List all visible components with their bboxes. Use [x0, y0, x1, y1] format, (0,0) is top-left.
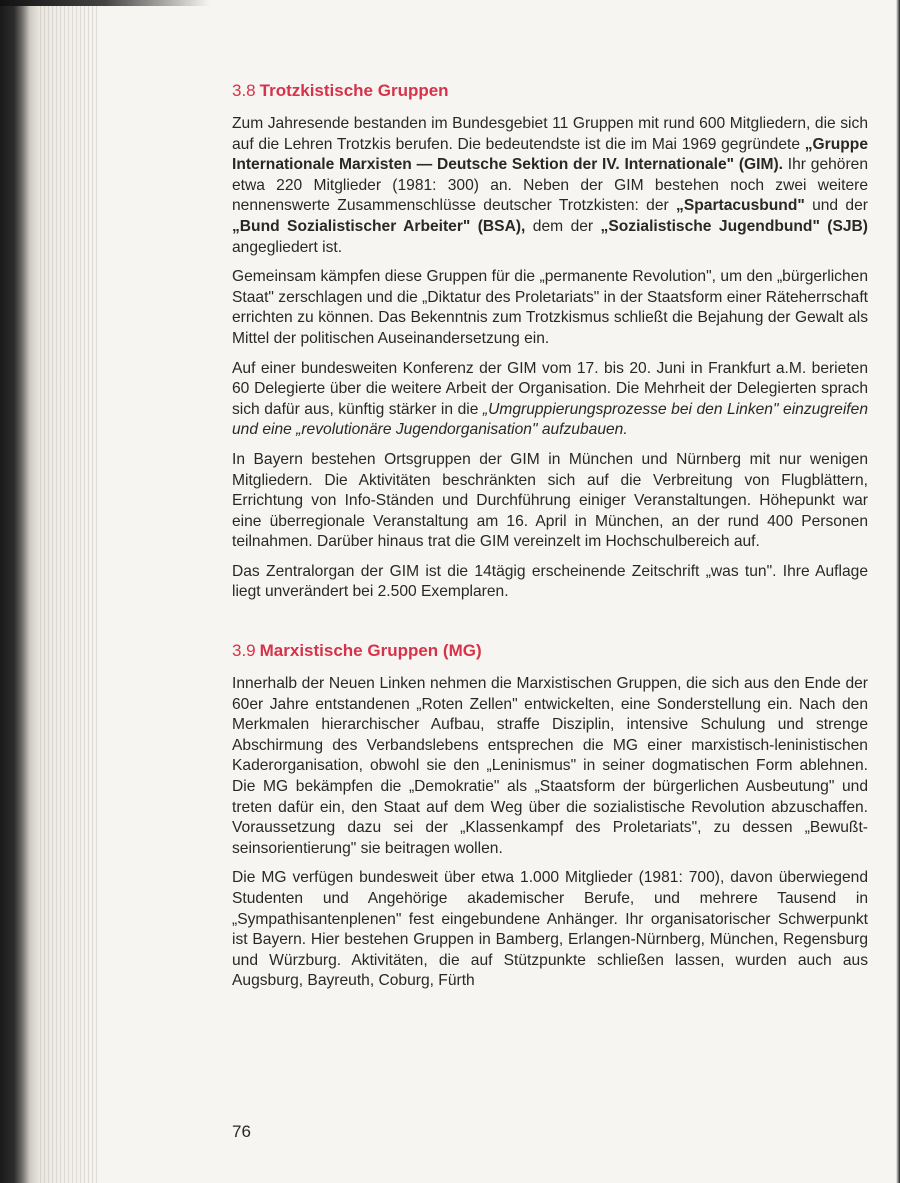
page-number: 76	[232, 1122, 251, 1141]
text-run: In Bayern bestehen Ortsgruppen der GIM in München und Nürnberg mit nur wenigen Mitgliedern. Die Aktivitäten beschränkten sich auf die Verbreitung von Flugblättern, Errichtung von Info-Ständen und Durchführung einiger Veranstaltungen. Höhepunkt war eine überregionale Veranstaltung am 16. April in München, an der rund 400 Personen teilnahmen. Darüber hinaus trat die GIM vereinzelt im Hochschulbereich auf.	[232, 450, 868, 551]
paragraph	[232, 674, 868, 859]
paragraph	[232, 450, 868, 553]
page-stack-lines	[40, 0, 98, 1183]
text-run: Die MG verfügen bundesweit über etwa 1.000 Mitglieder (1981: 700), davon überwiegend Studenten und Angehörige akademischer Berufe, und mehrere Tausend in „Sympathisantenplenen" fest eingebundene Anhänger. Ihr organisatorischer Schwerpunkt ist Bayern. Hier bestehen Gruppen in Bamberg, Erlangen-Nürnberg, München, Regensburg und Würzburg. Aktivitäten, die auf Stützpunkte schließen lassen, wurden auch aus Augsburg, Bayreuth, Coburg, Fürth	[232, 869, 868, 990]
bold-text: „Spartacusbund"	[676, 197, 805, 215]
paragraph	[232, 359, 868, 441]
text-run: Gemeinsam kämpfen diese Gruppen für die „permanente Revolution", um den „bürgerlichen Staat" zerschlagen und die „Diktatur des Proletariats" in der Staatsform einer Räteherrschaft errichten zu können. Das Bekenntnis zum Trotzkismus schließt die Bejahung der Gewalt als Mittel der politischen Auseinandersetzung ein.	[232, 268, 868, 347]
text-run: und der	[804, 197, 868, 215]
text-run: Auf einer bundesweiten Konferenz der GIM vom 17. bis 20. Juni in Frankfurt a.M. berieten 60 Delegierte über die weitere Arbeit der Organisation. Die Mehrheit der Delegierten sprach sich dafür aus, künftig stärker in die	[232, 359, 868, 418]
paragraph	[232, 267, 868, 349]
text-run: Innerhalb der Neuen Linken nehmen die Marxistischen Gruppen, die sich aus den Ende der 60er Jahre entstandenen „Roten Zellen" entwickelten, eine Sonderstellung ein. Nach den Merkmalen hierarchischer Aufbau, straffe Disziplin, intensive Schulung und strenge Abschirmung des Verbandslebens entsprechen die MG einer marxistisch-leninistischen Kaderorganisation, obwohl sie den „Leninismus" in seiner dogmatischen Form ablehnen. Die MG bekämpfen die „Demokratie" als „Staatsform der bürgerlichen Ausbeutung" und treten dafür ein, den Staat auf dem Weg über die sozialistische Revolution abzuschaffen. Voraussetzung dazu sei der „Klassenkampf des Proletariats", zu dessen „Bewußtseinsorientierung" sie beitragen wollen.	[232, 675, 868, 857]
paragraph	[232, 114, 868, 258]
paragraph	[232, 868, 868, 992]
text-run: dem der	[525, 217, 601, 235]
page-right-edge	[896, 0, 900, 1183]
text-run: Zum Jahresende bestanden im Bundesgebiet 11 Gruppen mit rund 600 Mitgliedern, die sich auf die Lehren Trotzkis berufen. Die bedeutendste ist die im Mai 1969 gegründete	[232, 115, 868, 153]
bold-text: „Sozialistische Jugendbund" (SJB)	[600, 217, 868, 235]
page-content	[232, 80, 868, 1001]
section-title: Trotzkistische Gruppen	[259, 81, 449, 100]
section-heading-3-8	[232, 80, 868, 102]
text-run: angegliedert ist.	[232, 238, 343, 256]
bold-text: „Bund Sozialistischer Arbeiter" (BSA),	[232, 217, 526, 235]
section-number: 3.8	[232, 81, 256, 100]
section-gap	[232, 612, 868, 640]
text-run: Das Zentralorgan der GIM ist die 14tägig erscheinende Zeitschrift „was tun". Ihre Auflage liegt unverändert bei 2.500 Exemplaren.	[232, 562, 868, 601]
book-top-edge	[0, 0, 210, 6]
section-title: Marxistische Gruppen (MG)	[259, 641, 482, 661]
paragraph	[232, 562, 868, 603]
italic-text: „Umgruppierungsprozesse bei den Linken" einzugreifen und eine „revolutionäre Jugendorganisation" aufzubauen.	[232, 400, 868, 439]
text-run: Ihr gehören etwa 220 Mitglieder (1981: 300) an. Neben der GIM bestehen noch zwei weitere nennenswerte Zusammenschlüsse deutscher Trotzkisten: der	[232, 156, 868, 215]
bold-text: „Gruppe Internationale Marxisten — Deutsche Sektion der IV. Internationale" (GIM).	[232, 135, 868, 174]
section-number: 3.9	[232, 641, 256, 661]
section-heading-3-9	[232, 640, 868, 662]
